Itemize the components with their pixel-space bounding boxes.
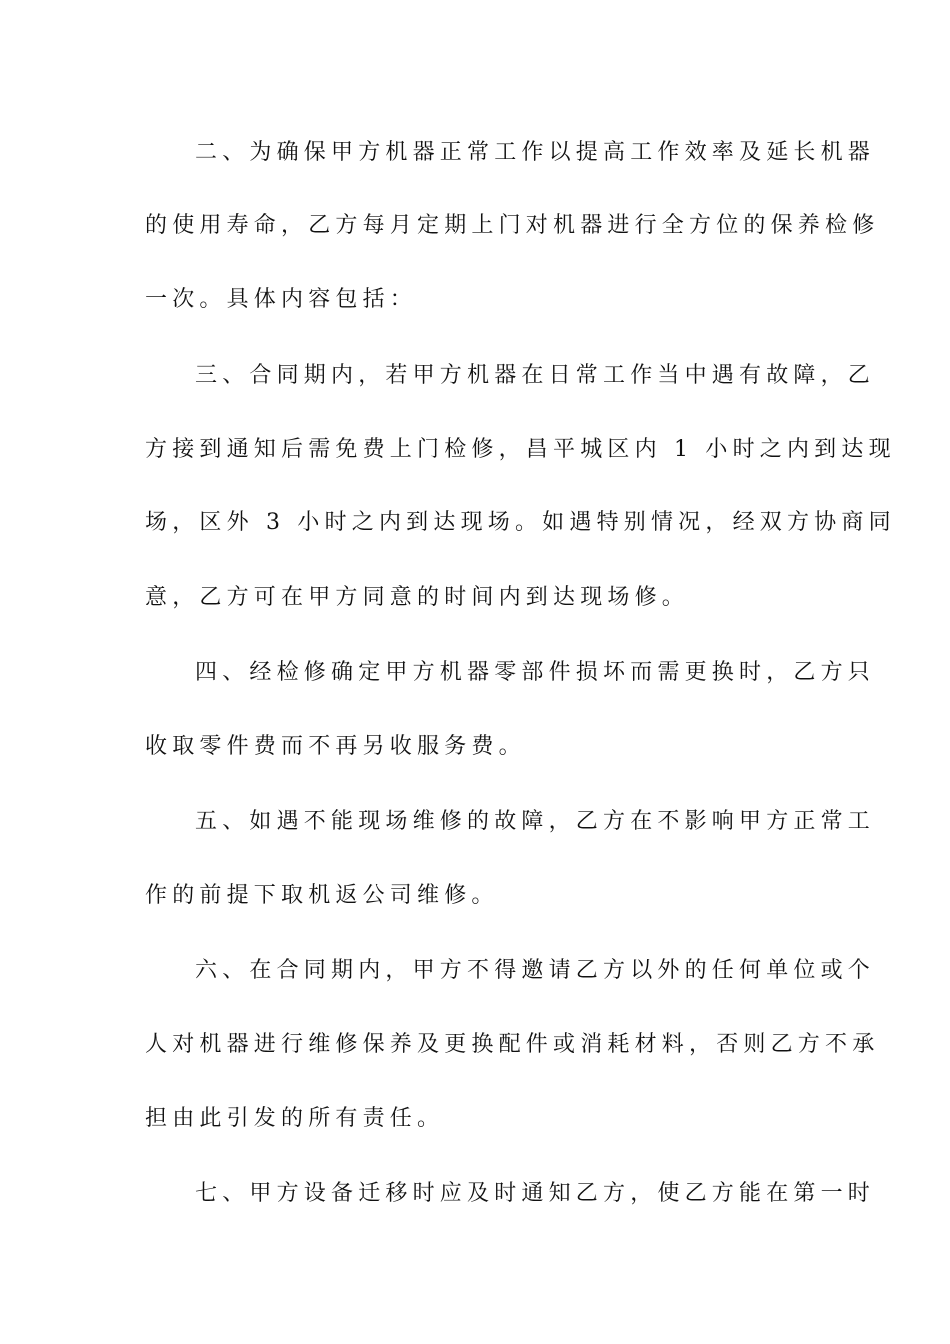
paragraph-5-line-1: 五、如遇不能现场维修的故障，乙方在不影响甲方正常工 [195,809,876,834]
paragraph-4-line-2: 收取零件费而不再另收服务费。 [145,734,526,759]
paragraph-6-line-3: 担由此引发的所有责任。 [145,1106,445,1131]
paragraph-2-line-2: 的使用寿命，乙方每月定期上门对机器进行全方位的保养检修 [145,213,880,238]
paragraph-3-line-2: 方接到通知后需免费上门检修，昌平城区内 1 小时之内到达现 [145,437,896,462]
paragraph-5-line-2: 作的前提下取机返公司维修。 [145,883,499,908]
paragraph-4-line-1: 四、经检修确定甲方机器零部件损坏而需更换时，乙方只 [195,660,876,685]
paragraph-6-line-2: 人对机器进行维修保养及更换配件或消耗材料，否则乙方不承 [145,1032,880,1057]
paragraph-7-line-1: 七、甲方设备迁移时应及时通知乙方，使乙方能在第一时 [195,1181,876,1206]
paragraph-2-line-3: 一次。具体内容包括： [145,287,418,312]
paragraph-3-line-4: 意，乙方可在甲方同意的时间内到达现场修。 [145,585,690,610]
paragraph-6-line-1: 六、在合同期内，甲方不得邀请乙方以外的任何单位或个 [195,958,876,983]
paragraph-3-line-3: 场，区外 3 小时之内到达现场。如遇特别情况，经双方协商同 [145,510,896,535]
paragraph-2-line-1: 二、为确保甲方机器正常工作以提高工作效率及延长机器 [195,140,876,165]
paragraph-3-line-1: 三、合同期内，若甲方机器在日常工作当中遇有故障，乙 [195,363,876,388]
